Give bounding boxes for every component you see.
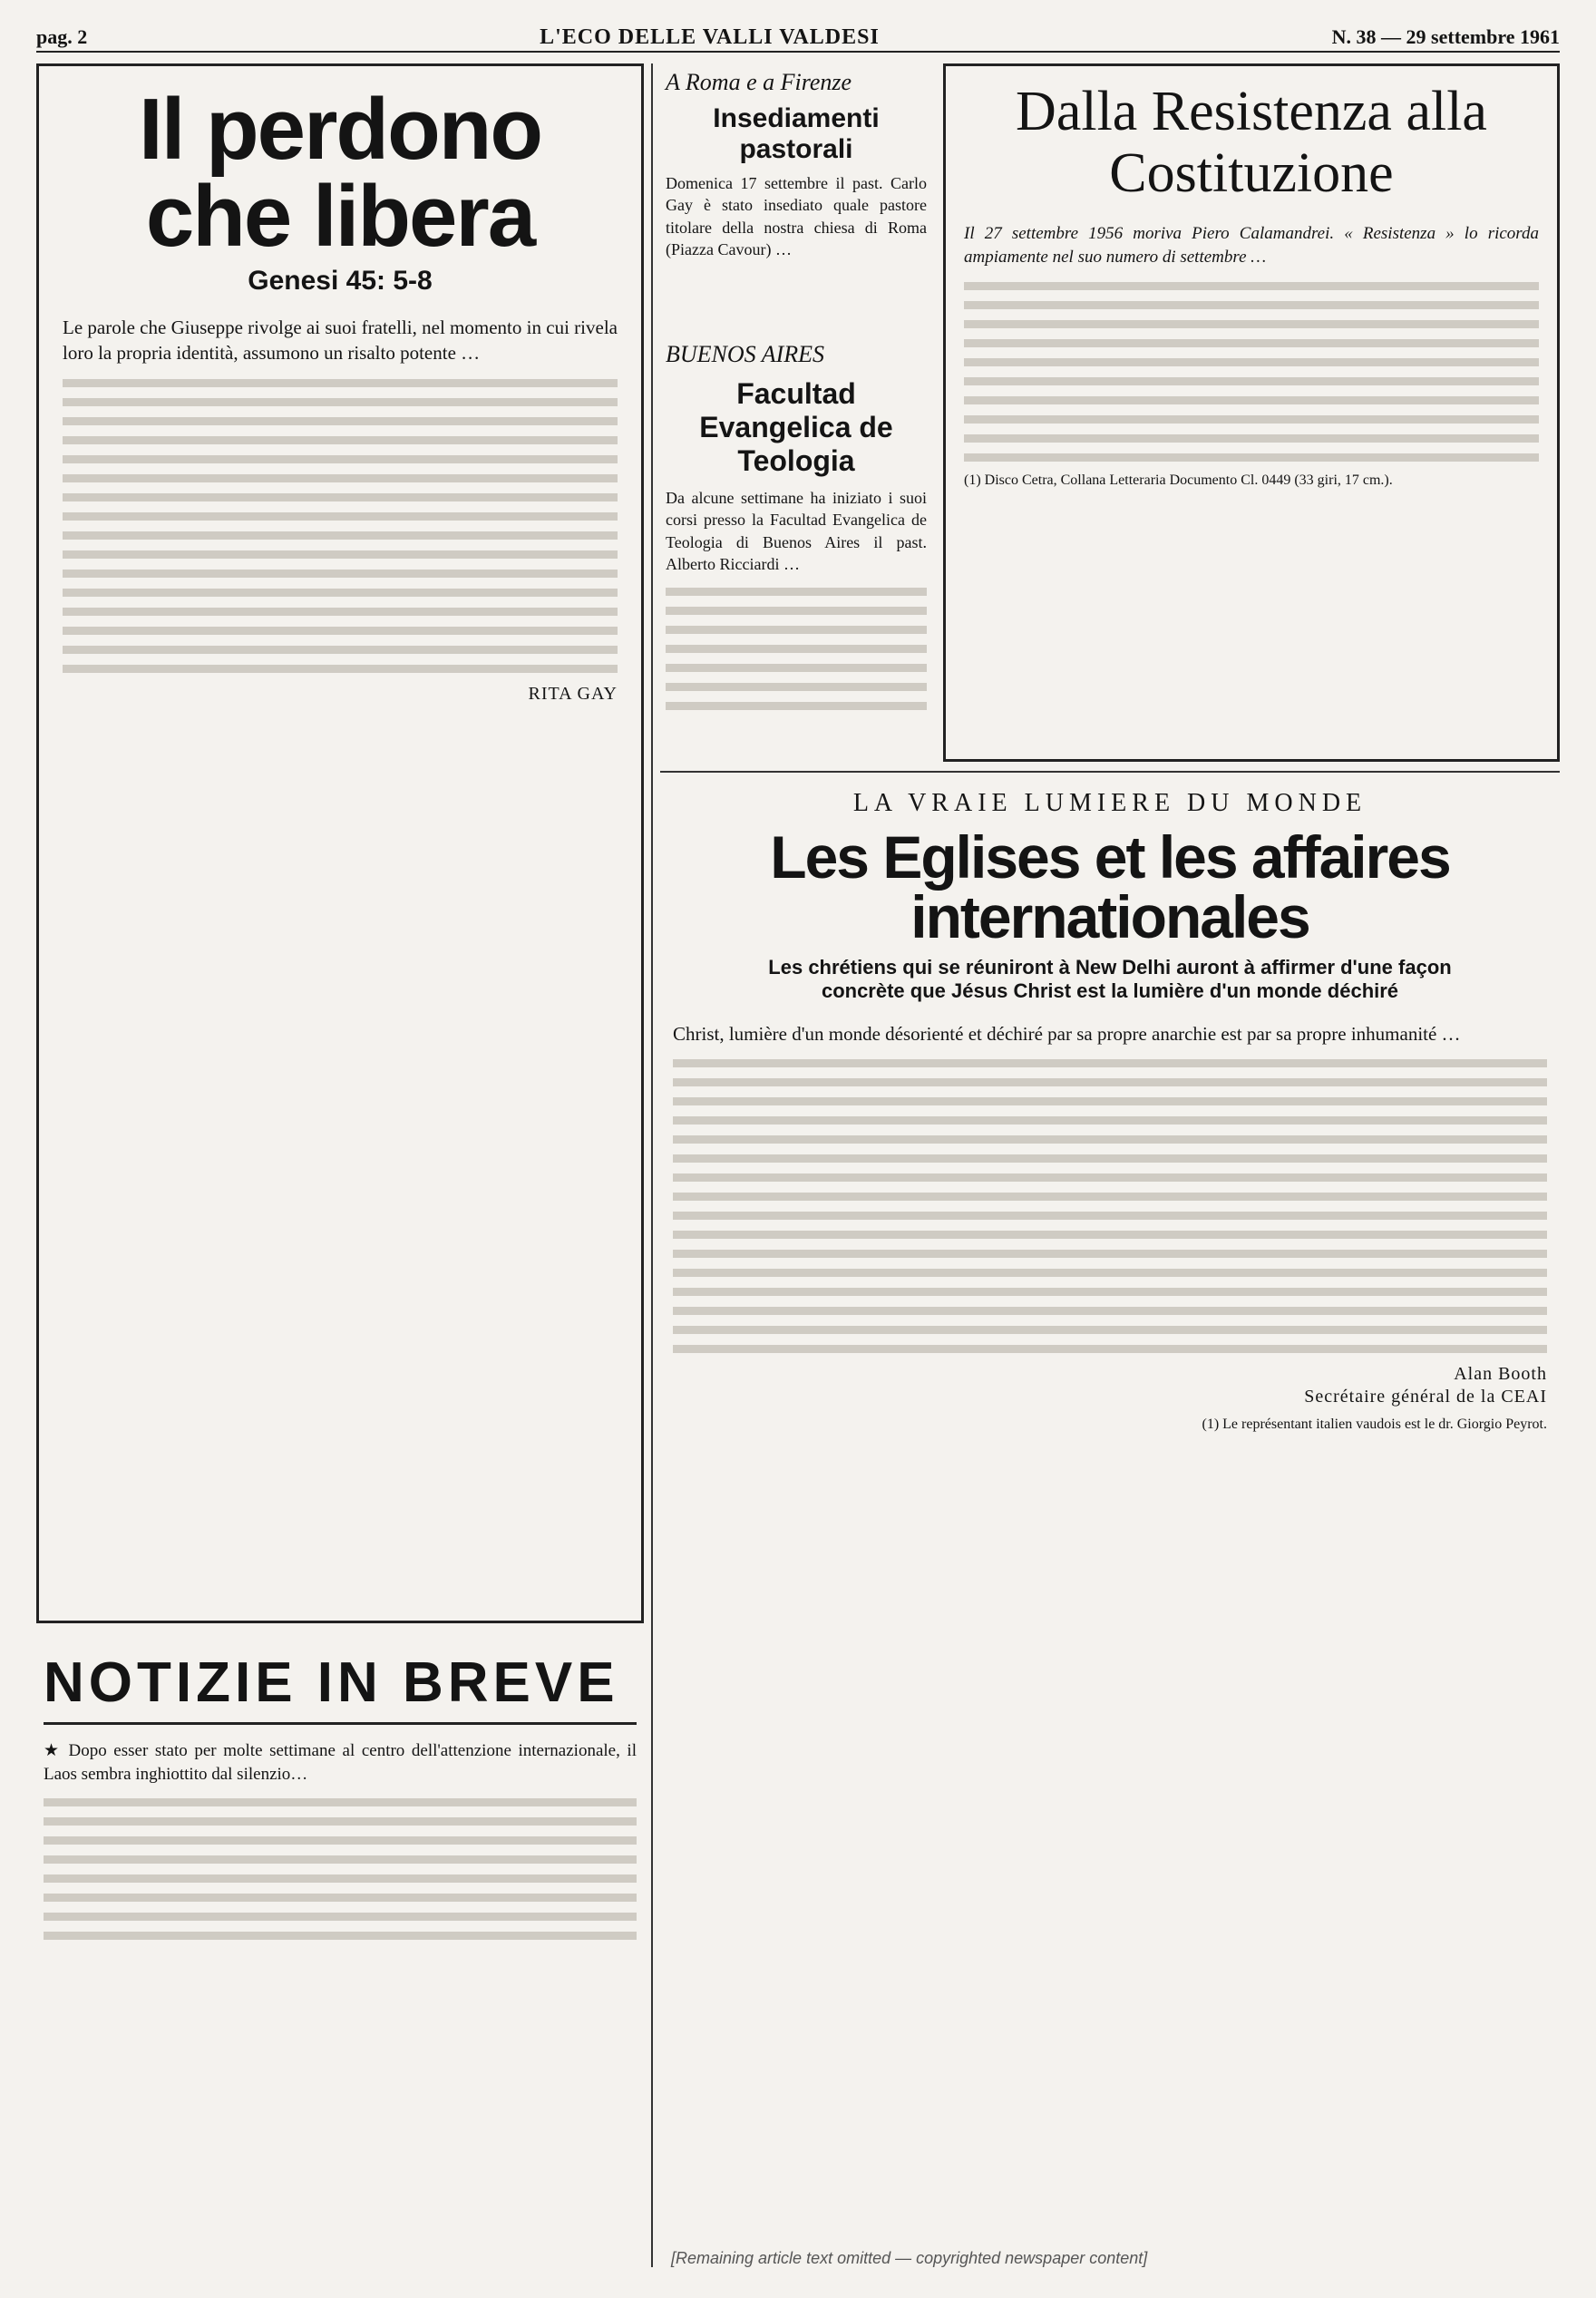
issue-date: N. 38 — 29 settembre 1961 xyxy=(1331,25,1560,48)
lumiere-byline: Alan Booth xyxy=(1454,1364,1547,1385)
article-buenos xyxy=(660,336,932,762)
section-rule xyxy=(660,771,1560,773)
lumiere-byline-title: Secrétaire général de la CEAI xyxy=(1304,1387,1547,1407)
page-number: pag. 2 xyxy=(36,25,88,48)
roma-excerpt: Domenica 17 settembre il past. Carlo Gay è stato insediato quale pastore titolare della nostra chiesa di Roma (Piazza Cavour) … xyxy=(666,174,927,258)
lumiere-excerpt: Christ, lumière d'un monde désorienté et déchiré par sa propre anarchie est par sa propre inhumanité … xyxy=(673,1023,1461,1045)
article-roma xyxy=(660,63,932,326)
lumiere-deck: Les chrétiens qui se réuniront à New Delhi auront à affirmer d'une façon concrète que Jésus Christ est la lumière d'un monde déchiré xyxy=(768,956,1452,1002)
article-lumiere xyxy=(660,780,1560,2267)
resistenza-excerpt: Il 27 settembre 1956 moriva Piero Calamandrei. « Resistenza » lo ricorda ampiamente nel suo numero di settembre … xyxy=(964,224,1539,268)
article-resistenza xyxy=(943,63,1560,762)
article-perdono xyxy=(36,63,644,1623)
perdono-excerpt: Le parole che Giuseppe rivolge ai suoi fratelli, nel momento in cui rivela loro la propria identità, assumono un risalto potente … xyxy=(63,316,618,365)
article-notizie xyxy=(36,1641,644,2267)
perdono-headline: Il perdono che libera xyxy=(139,81,541,265)
notizie-excerpt: ★ Dopo esser stato per molte settimane al centro dell'attenzione internazionale, il Laos sembra inghiottito dal silenzio… xyxy=(44,1741,637,1784)
notizie-headline: NOTIZIE IN BREVE xyxy=(44,1650,637,1725)
resistenza-headline: Dalla Resistenza alla Costituzione xyxy=(1016,81,1487,205)
masthead xyxy=(36,24,1560,53)
lumiere-kicker: LA VRAIE LUMIERE DU MONDE xyxy=(852,789,1367,817)
resistenza-omitted-text xyxy=(964,282,1539,462)
lumiere-footnote: (1) Le représentant italien vaudois est le dr. Giorgio Peyrot. xyxy=(1202,1417,1547,1433)
buenos-kicker: BUENOS AIRES xyxy=(666,341,824,367)
buenos-excerpt: Da alcune settimane ha iniziato i suoi corsi presso la Facultad Evangelica de Teologia di Buenos Aires il past. Alberto Ricciardi … xyxy=(666,489,927,573)
notizie-omitted-text xyxy=(44,1798,637,1940)
resistenza-footnote: (1) Disco Cetra, Collana Letteraria Documento Cl. 0449 (33 giri, 17 cm.). xyxy=(964,472,1393,488)
lumiere-headline: Les Eglises et les affaires internationales xyxy=(770,823,1450,950)
omitted-note: [Remaining article text omitted — copyrighted newspaper content] xyxy=(671,2249,1148,2267)
roma-headline: Insediamenti pastorali xyxy=(713,103,880,164)
lumiere-omitted-text xyxy=(673,1059,1547,1353)
perdono-reference: Genesi 45: 5-8 xyxy=(248,266,433,296)
buenos-headline: Facultad Evangelica de Teologia xyxy=(699,377,893,477)
newspaper-title: L'ECO DELLE VALLI VALDESI xyxy=(540,24,880,49)
roma-kicker: A Roma e a Firenze xyxy=(666,69,852,95)
perdono-omitted-text xyxy=(63,379,618,673)
perdono-byline: RITA GAY xyxy=(528,683,618,704)
column-rule xyxy=(651,63,653,2267)
buenos-omitted-text xyxy=(666,588,927,710)
